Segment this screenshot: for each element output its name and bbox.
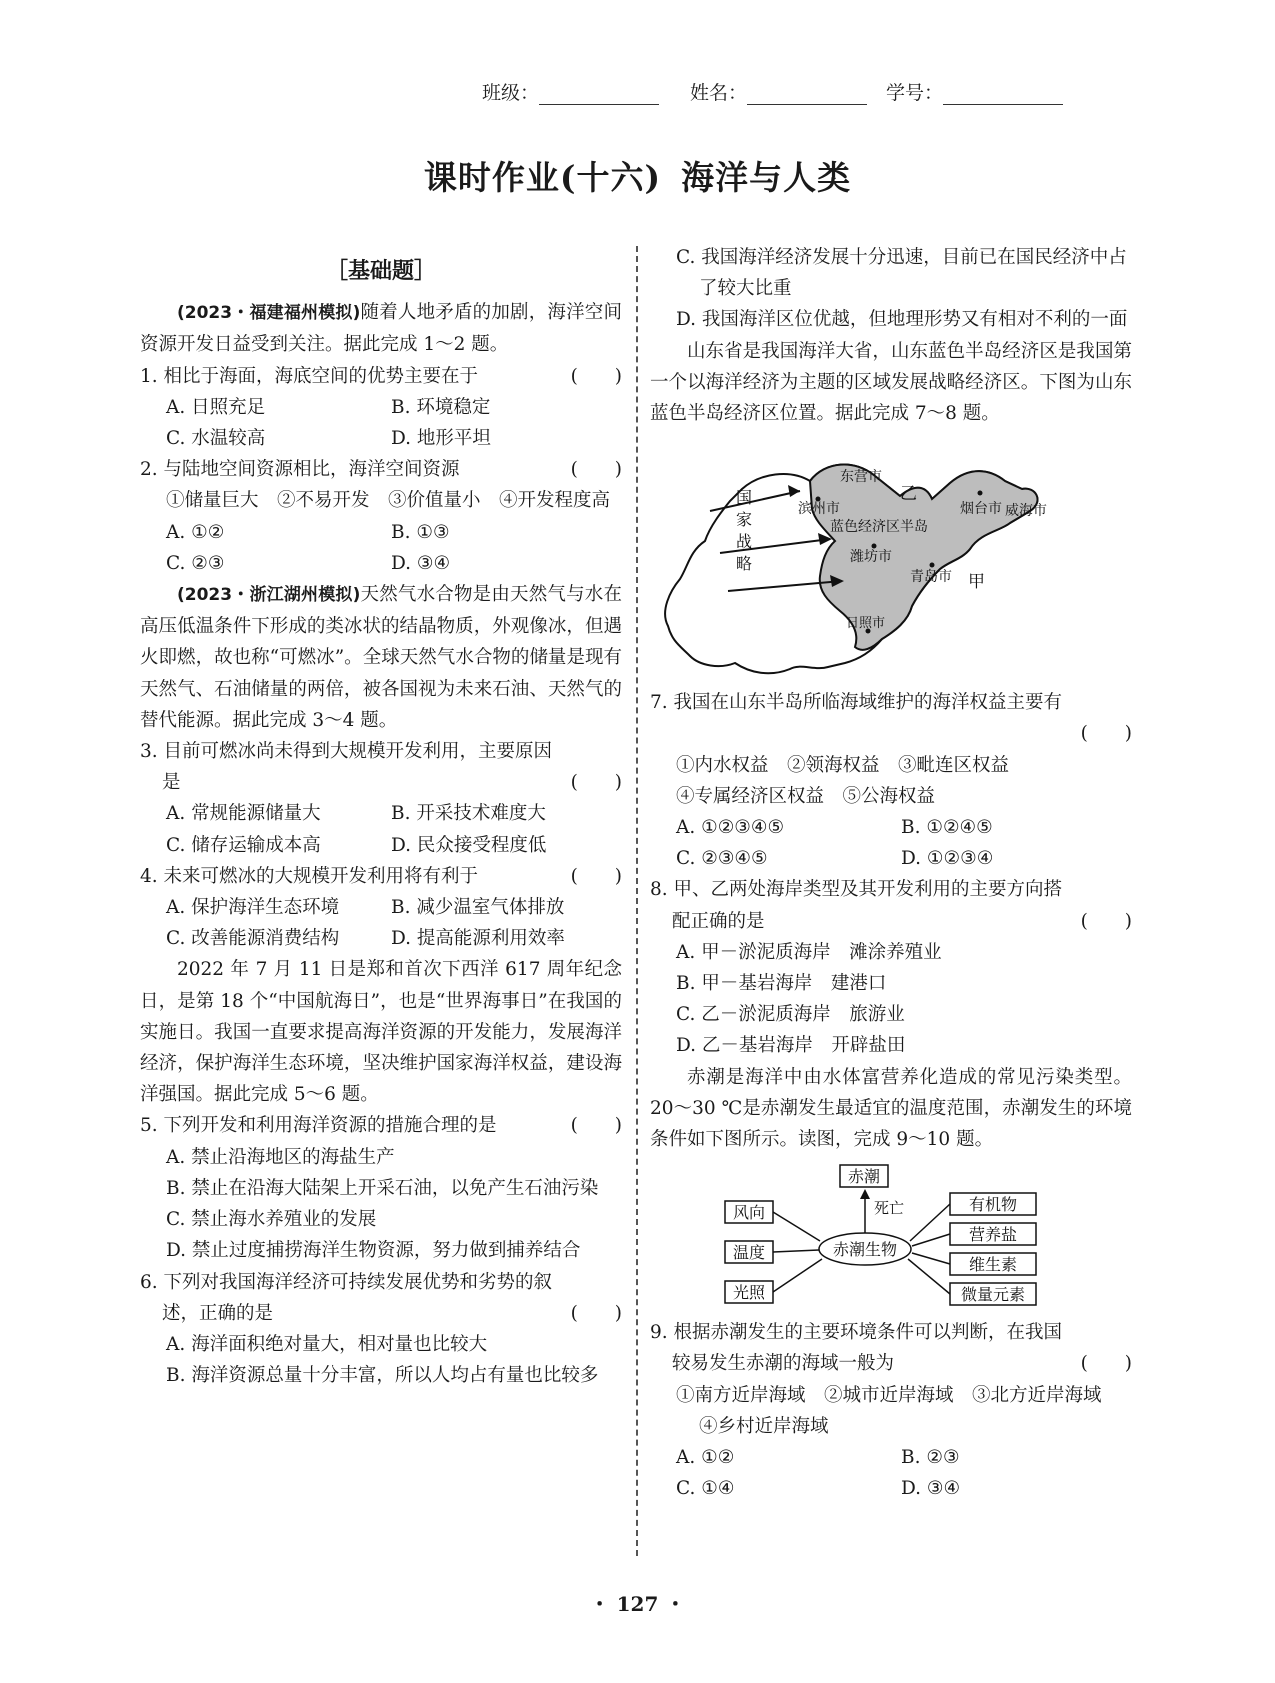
answer-blank-9[interactable]: ( )	[1080, 1353, 1132, 1375]
city-dot-weifang	[872, 544, 877, 549]
map-label-weihai: 威海市	[1005, 503, 1047, 520]
class-field[interactable]	[482, 78, 659, 105]
intro-3: 2022 年 7 月 11 日是郑和首次下西洋 617 周年纪念日，是第 18 个“中国航海日”，也是“世界海事日”在我国的实施日。我国一直要求提高海洋资源的开发能力，发展海洋经济，保护海洋生态环境，坚决维护国家海洋权益，建设海洋强国。据此完成 5～6 题。	[140, 959, 622, 1106]
option-b[interactable]: B. 开采技术难度大	[391, 803, 546, 825]
option-c[interactable]: C. 储存运输成本高	[166, 834, 321, 856]
id-field[interactable]	[886, 78, 1063, 105]
map-label-weifang: 潍坊市	[850, 549, 892, 566]
option-c[interactable]: C. 我国海洋经济发展十分迅速，目前已在国民经济中占了较大比重	[676, 247, 1127, 300]
option-b[interactable]: B. 禁止在沿海大陆架上开采石油，以免产生石油污染	[166, 1177, 599, 1199]
q2-options-row-1	[140, 517, 622, 548]
map-label-binzhou: 滨州市	[798, 501, 840, 518]
box-right-1-label: 有机物	[968, 1195, 1018, 1215]
option-a[interactable]: A. 日照充足	[166, 396, 266, 418]
option-d[interactable]: D. 乙－基岩海岸 开辟盐田	[676, 1035, 906, 1057]
intro-1-source: (2023・福建福州模拟)	[177, 303, 361, 324]
map-label-jia: 甲	[968, 572, 985, 593]
option-d[interactable]: D. 禁止过度捕捞海洋生物资源，努力做到捕养结合	[166, 1240, 581, 1262]
question-6	[140, 1267, 622, 1329]
column-divider	[636, 246, 638, 1556]
option-b[interactable]: B. 甲－基岩海岸 建港口	[676, 973, 887, 995]
question-1	[140, 361, 622, 392]
id-label: 学号：	[886, 82, 944, 104]
map-label-qingdao: 青岛市	[910, 569, 952, 586]
option-a[interactable]: A. 常规能源储量大	[166, 803, 321, 825]
city-dot-qingdao	[930, 563, 935, 568]
question-5	[140, 1110, 622, 1141]
intro-5: 赤潮是海洋中由水体富营养化造成的常见污染类型。20～30 ℃是赤潮发生最适宜的温度范围，赤潮发生的环境条件如下图所示。读图，完成 9～10 题。	[650, 1066, 1132, 1151]
answer-blank-1[interactable]: ( )	[570, 365, 622, 387]
intro-2-text: 天然气水合物是由天然气与水在高压低温条件下形成的类冰状的结晶物质，外观像冰，但遇火即燃，故也称“可燃冰”。全球天然气水合物的储量是现有天然气、石油储量的两倍，被各国视为未来石油、天然气的替代能源。据此完成 3～4 题。	[140, 584, 622, 731]
red-tide-diagram	[650, 1161, 1132, 1311]
question-6-stem: 6. 下列对我国海洋经济可持续发展优势和劣势的叙述，正确的是	[140, 1271, 553, 1324]
q2-items: ①储量巨大 ②不易开发 ③价值量小 ④开发程度高	[166, 490, 611, 512]
map-label-yi: 乙	[900, 484, 917, 505]
box-right-4-label: 微量元素	[960, 1285, 1026, 1305]
question-3	[140, 736, 622, 798]
question-3-stem: 3. 目前可燃冰尚未得到大规模开发利用，主要原因是	[140, 741, 553, 794]
question-7-stem: 7. 我国在山东半岛所临海域维护的海洋权益主要有	[650, 692, 1063, 714]
q7-items-1: ①内水权益 ②领海权益 ③毗连区权益	[676, 754, 1010, 776]
option-d[interactable]: D. 我国海洋区位优越，但地理形势又有相对不利的一面	[676, 309, 1128, 331]
answer-blank-6[interactable]: ( )	[570, 1302, 622, 1324]
option-d[interactable]: D. 民众接受程度低	[391, 834, 547, 856]
option-a[interactable]: A. 禁止沿海地区的海盐生产	[166, 1146, 395, 1168]
box-top-label: 赤潮	[847, 1167, 881, 1187]
q2-options-row-2	[140, 548, 622, 579]
option-a[interactable]: A. 保护海洋生态环境	[166, 897, 340, 919]
q7-items-2: ④专属经济区权益 ⑤公海权益	[676, 785, 936, 807]
map-label-zone: 蓝色经济区半岛	[830, 519, 928, 536]
name-blank[interactable]	[747, 86, 867, 105]
right-column	[650, 242, 1132, 1504]
option-c[interactable]: C. ②③④⑤	[676, 848, 768, 870]
shandong-map-figure	[650, 441, 1132, 681]
intro-1-text: 随着人地矛盾的加剧，海洋空间资源开发日益受到关注。据此完成 1～2 题。	[140, 302, 622, 356]
question-4-stem: 4. 未来可燃冰的大规模开发利用将有利于	[140, 865, 479, 887]
option-b[interactable]: B. ①②④⑤	[901, 817, 993, 839]
answer-blank-2[interactable]: ( )	[570, 459, 622, 481]
q9-options-row-1	[650, 1442, 1132, 1473]
intro-4: 山东省是我国海洋大省，山东蓝色半岛经济区是我国第一个以海洋经济为主题的区域发展战略经济区。下图为山东蓝色半岛经济区位置。据此完成 7～8 题。	[650, 340, 1132, 425]
arrow-to-top-head	[860, 1189, 870, 1199]
intro-1	[140, 297, 622, 360]
question-9	[650, 1317, 1132, 1379]
option-c[interactable]: C. ②③	[166, 552, 225, 574]
map-label-yantai: 烟台市	[960, 501, 1002, 518]
box-left-2-label: 温度	[732, 1243, 766, 1263]
q4-options-row-1	[140, 892, 622, 923]
class-blank[interactable]	[539, 86, 659, 105]
page-number: ・ 127 ・	[589, 1592, 686, 1616]
option-d[interactable]: D. ③④	[901, 1478, 961, 1500]
map-label-strategy-1: 国	[736, 488, 753, 508]
q9-items: ①南方近岸海域 ②城市近岸海域 ③北方近岸海域 ④乡村近岸海域	[676, 1384, 1121, 1437]
option-d[interactable]: D. 地形平坦	[391, 428, 491, 450]
map-label-rizhao: 日照市	[846, 616, 886, 632]
section-heading: ［基础题］	[325, 258, 436, 284]
option-c[interactable]: C. 乙－淤泥质海岸 旅游业	[676, 1004, 905, 1026]
option-d[interactable]: D. ①②③④	[901, 848, 994, 870]
answer-blank-8[interactable]: ( )	[1080, 910, 1132, 932]
death-label: 死亡	[874, 1199, 905, 1218]
question-8	[650, 874, 1132, 936]
q4-options-row-2	[140, 923, 622, 954]
option-a[interactable]: A. 海洋面积绝对量大，相对量也比较大	[166, 1333, 488, 1355]
q3-options-row-2	[140, 830, 622, 861]
option-a[interactable]: A. 甲－淤泥质海岸 滩涂养殖业	[676, 941, 942, 963]
box-right-2-label: 营养盐	[968, 1225, 1018, 1245]
option-b[interactable]: B. 海洋资源总量十分丰富，所以人均占有量也比较多	[166, 1365, 599, 1387]
option-c[interactable]: C. 改善能源消费结构	[166, 928, 340, 950]
option-d[interactable]: D. 提高能源利用效率	[391, 928, 565, 950]
answer-blank-5[interactable]: ( )	[570, 1115, 622, 1137]
q1-options-row-2	[140, 423, 622, 454]
option-c[interactable]: C. ①④	[676, 1478, 735, 1500]
intro-2-source: (2023・浙江湖州模拟)	[177, 585, 361, 606]
q7-options-row-1	[650, 812, 1132, 843]
map-label-strategy-3: 战	[736, 532, 753, 552]
q3-options-row-1	[140, 798, 622, 829]
option-c[interactable]: C. 禁止海水养殖业的发展	[166, 1209, 377, 1231]
option-b[interactable]: B. 环境稳定	[391, 396, 491, 418]
option-b[interactable]: B. ①③	[391, 521, 450, 543]
question-2	[140, 454, 622, 485]
name-field[interactable]	[690, 78, 867, 105]
title-main: 课时作业(十六)	[423, 158, 662, 197]
map-label-strategy-2: 家	[736, 510, 753, 530]
question-2-stem: 2. 与陆地空间资源相比，海洋空间资源	[140, 459, 460, 481]
name-label: 姓名：	[690, 82, 748, 104]
city-dot-yantai	[978, 491, 983, 496]
class-label: 班级：	[482, 82, 540, 104]
question-1-stem: 1. 相比于海面，海底空间的优势主要在于	[140, 365, 479, 387]
option-b[interactable]: B. 减少温室气体排放	[391, 897, 565, 919]
title-sub: 海洋与人类	[681, 158, 852, 197]
box-left-1-label: 风向	[732, 1203, 766, 1223]
box-left-3-label: 光照	[732, 1283, 766, 1303]
answer-blank-3[interactable]: ( )	[570, 772, 622, 794]
question-8-stem: 8. 甲、乙两处海岸类型及其开发利用的主要方向搭配正确的是	[650, 879, 1063, 932]
option-a[interactable]: A. ①②③④⑤	[676, 817, 785, 839]
map-label-dongying: 东营市	[840, 469, 882, 486]
option-b[interactable]: B. ②③	[901, 1447, 960, 1469]
q9-options-row-2	[650, 1473, 1132, 1504]
center-label: 赤潮生物	[832, 1240, 898, 1260]
question-9-stem: 9. 根据赤潮发生的主要环境条件可以判断，在我国较易发生赤潮的海域一般为	[650, 1322, 1063, 1375]
option-d[interactable]: D. ③④	[391, 552, 451, 574]
map-label-strategy-4: 略	[736, 554, 753, 574]
option-a[interactable]: A. ①②	[676, 1447, 735, 1469]
box-right-3-label: 维生素	[968, 1255, 1018, 1275]
id-blank[interactable]	[943, 86, 1063, 105]
question-5-stem: 5. 下列开发和利用海洋资源的措施合理的是	[140, 1115, 497, 1137]
question-4	[140, 861, 622, 892]
option-a[interactable]: A. ①②	[166, 521, 225, 543]
intro-2	[140, 579, 622, 736]
answer-blank-7[interactable]: ( )	[1080, 723, 1132, 745]
answer-blank-4[interactable]: ( )	[570, 865, 622, 887]
q1-options-row-1	[140, 392, 622, 423]
left-column	[140, 256, 622, 1391]
option-c[interactable]: C. 水温较高	[166, 428, 266, 450]
q7-options-row-2	[650, 843, 1132, 874]
page-title	[0, 152, 1275, 199]
question-7	[650, 687, 1132, 718]
